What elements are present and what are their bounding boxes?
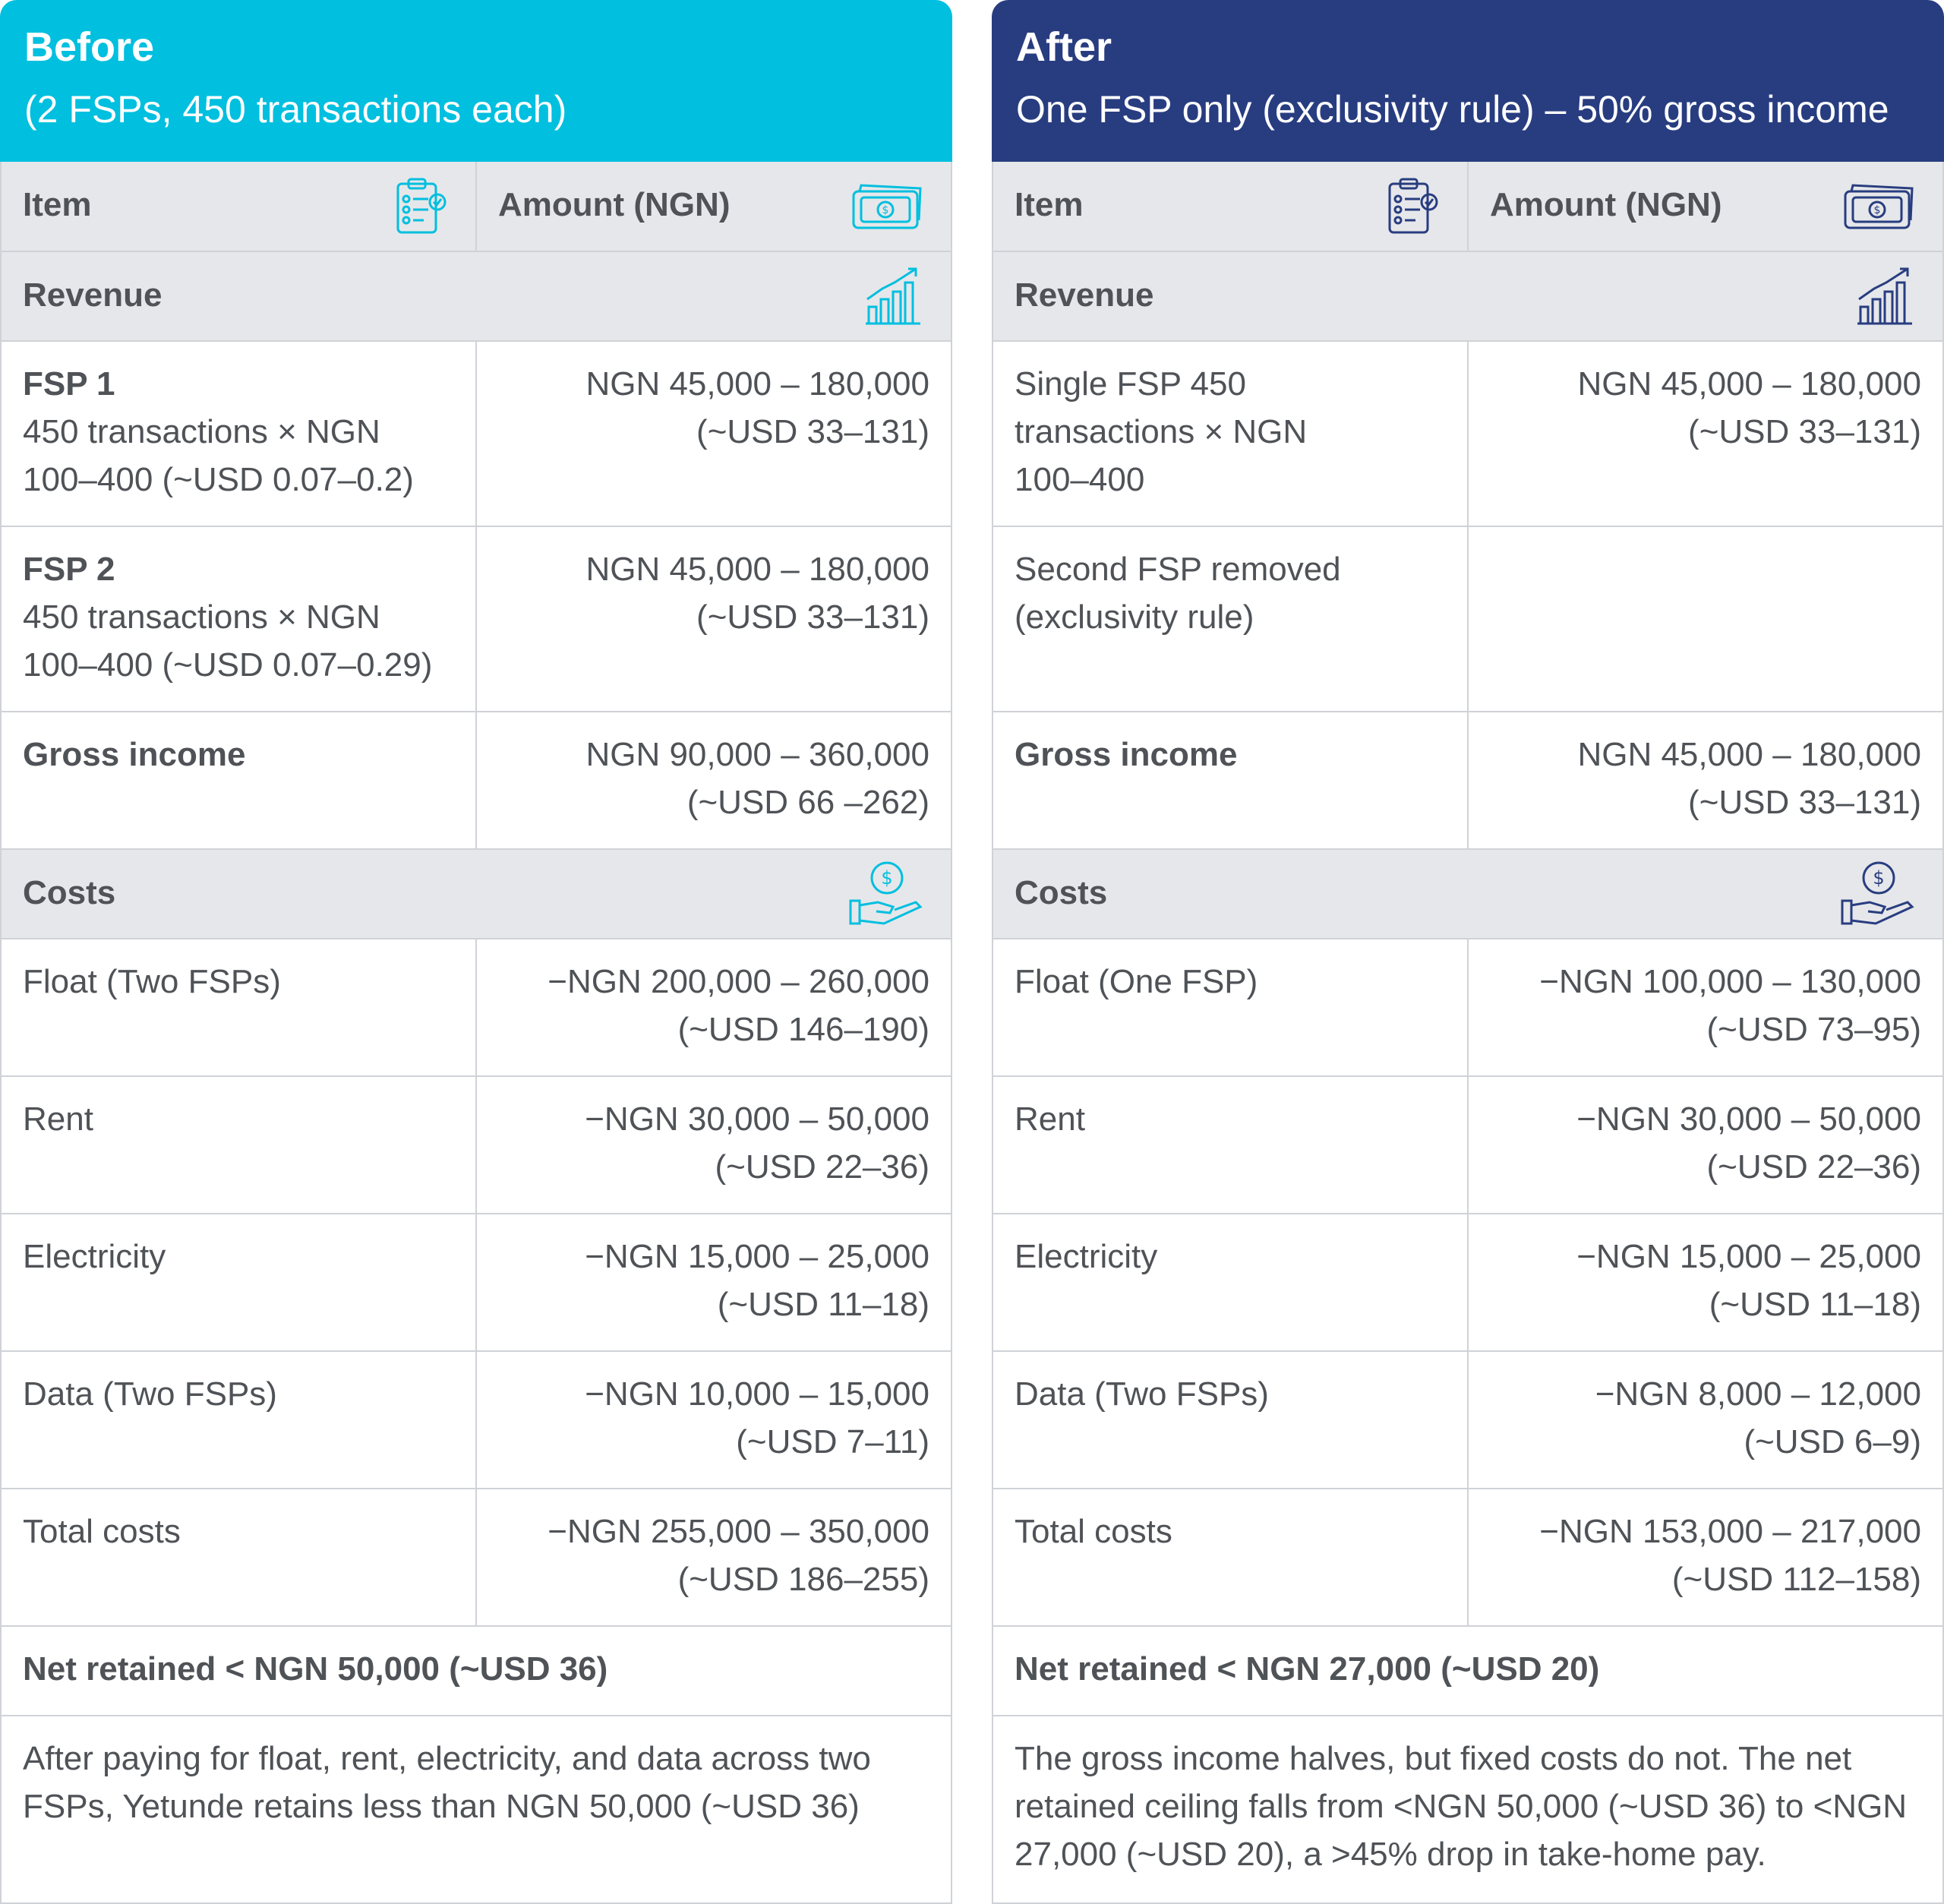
after-table bbox=[992, 162, 1944, 1904]
table-row: Data (Two FSPs) −NGN 10,000 – 15,000 (~USD 7–11) bbox=[2, 1352, 951, 1489]
clipboard-checklist-icon bbox=[1385, 176, 1440, 237]
summary-note-row: The gross income halves, but fixed costs do not. The net retained ceiling falls from <NGN 50,000 (~USD 36) to <NGN 27,000 (~USD 20), a >45% drop in take-home pay. bbox=[993, 1716, 1942, 1904]
table-header-row bbox=[2, 162, 951, 252]
svg-text:$: $ bbox=[881, 867, 893, 889]
growth-chart-icon bbox=[863, 266, 923, 327]
costs-section: Costs $ bbox=[993, 850, 1942, 938]
total-costs-row: Total costs −NGN 255,000 – 350,000 (~USD 186–255) bbox=[2, 1489, 951, 1627]
costs-section: Costs $ bbox=[2, 850, 951, 938]
gross-income-row: Gross income NGN 90,000 – 360,000 (~USD 66 –262) bbox=[2, 712, 951, 850]
table-row: Data (Two FSPs) −NGN 8,000 – 12,000 (~USD 6–9) bbox=[993, 1352, 1942, 1489]
revenue-section: Revenue bbox=[993, 252, 1942, 340]
revenue-section-row bbox=[993, 252, 1942, 342]
revenue-section-row bbox=[2, 252, 951, 342]
hand-coin-icon bbox=[847, 860, 923, 928]
costs-section-row bbox=[993, 850, 1942, 939]
item-column-header: Item bbox=[993, 162, 1469, 251]
before-title: Before bbox=[24, 24, 155, 70]
after-panel bbox=[992, 0, 1944, 1902]
item-column-header: Item bbox=[2, 162, 477, 251]
clipboard-checklist-icon bbox=[393, 176, 448, 237]
before-panel bbox=[0, 0, 952, 1902]
table-row: Single FSP 450 transactions × NGN 100–400 NGN 45,000 – 180,000 (~USD 33–131) bbox=[993, 342, 1942, 527]
hand-coin-icon bbox=[1839, 860, 1915, 928]
table-row: FSP 2 450 transactions × NGN 100–400 (~USD 0.07–0.29) NGN 45,000 – 180,000 (~USD 33–131) bbox=[2, 527, 951, 712]
table-row: Float (Two FSPs) −NGN 200,000 – 260,000 (~USD 146–190) bbox=[2, 939, 951, 1077]
gross-income-row: Gross income NGN 45,000 – 180,000 (~USD 33–131) bbox=[993, 712, 1942, 850]
amount-column-header: Amount (NGN) $ bbox=[477, 162, 951, 251]
banknote-icon bbox=[1842, 181, 1915, 232]
summary-note-row: After paying for float, rent, electricity, and data across two FSPs, Yetunde retains less than NGN 50,000 (~USD 36) bbox=[2, 1716, 951, 1904]
before-table bbox=[0, 162, 952, 1904]
growth-chart-icon bbox=[1854, 266, 1915, 327]
table-row: Float (One FSP) −NGN 100,000 – 130,000 (~USD 73–95) bbox=[993, 939, 1942, 1077]
table-row: Rent −NGN 30,000 – 50,000 (~USD 22–36) bbox=[993, 1077, 1942, 1214]
svg-text:$: $ bbox=[1873, 867, 1885, 889]
net-retained-row: Net retained < NGN 50,000 (~USD 36) bbox=[2, 1627, 951, 1716]
net-retained-row: Net retained < NGN 27,000 (~USD 20) bbox=[993, 1627, 1942, 1716]
table-row: Rent −NGN 30,000 – 50,000 (~USD 22–36) bbox=[2, 1077, 951, 1214]
after-subtitle: One FSP only (exclusivity rule) – 50% gross income bbox=[1016, 88, 1889, 131]
svg-text:$: $ bbox=[1873, 204, 1881, 216]
amount-column-header: Amount (NGN) $ bbox=[1469, 162, 1942, 251]
table-row: Electricity −NGN 15,000 – 25,000 (~USD 11–18) bbox=[2, 1214, 951, 1352]
table-header-row bbox=[993, 162, 1942, 252]
table-row: FSP 1 450 transactions × NGN 100–400 (~USD 0.07–0.2) NGN 45,000 – 180,000 (~USD 33–131) bbox=[2, 342, 951, 527]
table-row: Electricity −NGN 15,000 – 25,000 (~USD 11–18) bbox=[993, 1214, 1942, 1352]
after-header bbox=[992, 0, 1944, 162]
before-header bbox=[0, 0, 952, 162]
banknote-icon bbox=[850, 181, 923, 232]
after-title: After bbox=[1016, 24, 1112, 70]
before-subtitle: (2 FSPs, 450 transactions each) bbox=[24, 88, 567, 131]
table-row: Second FSP removed (exclusivity rule) bbox=[993, 527, 1942, 712]
revenue-section: Revenue bbox=[2, 252, 951, 340]
costs-section-row bbox=[2, 850, 951, 939]
total-costs-row: Total costs −NGN 153,000 – 217,000 (~USD 112–158) bbox=[993, 1489, 1942, 1627]
svg-text:$: $ bbox=[882, 204, 889, 216]
